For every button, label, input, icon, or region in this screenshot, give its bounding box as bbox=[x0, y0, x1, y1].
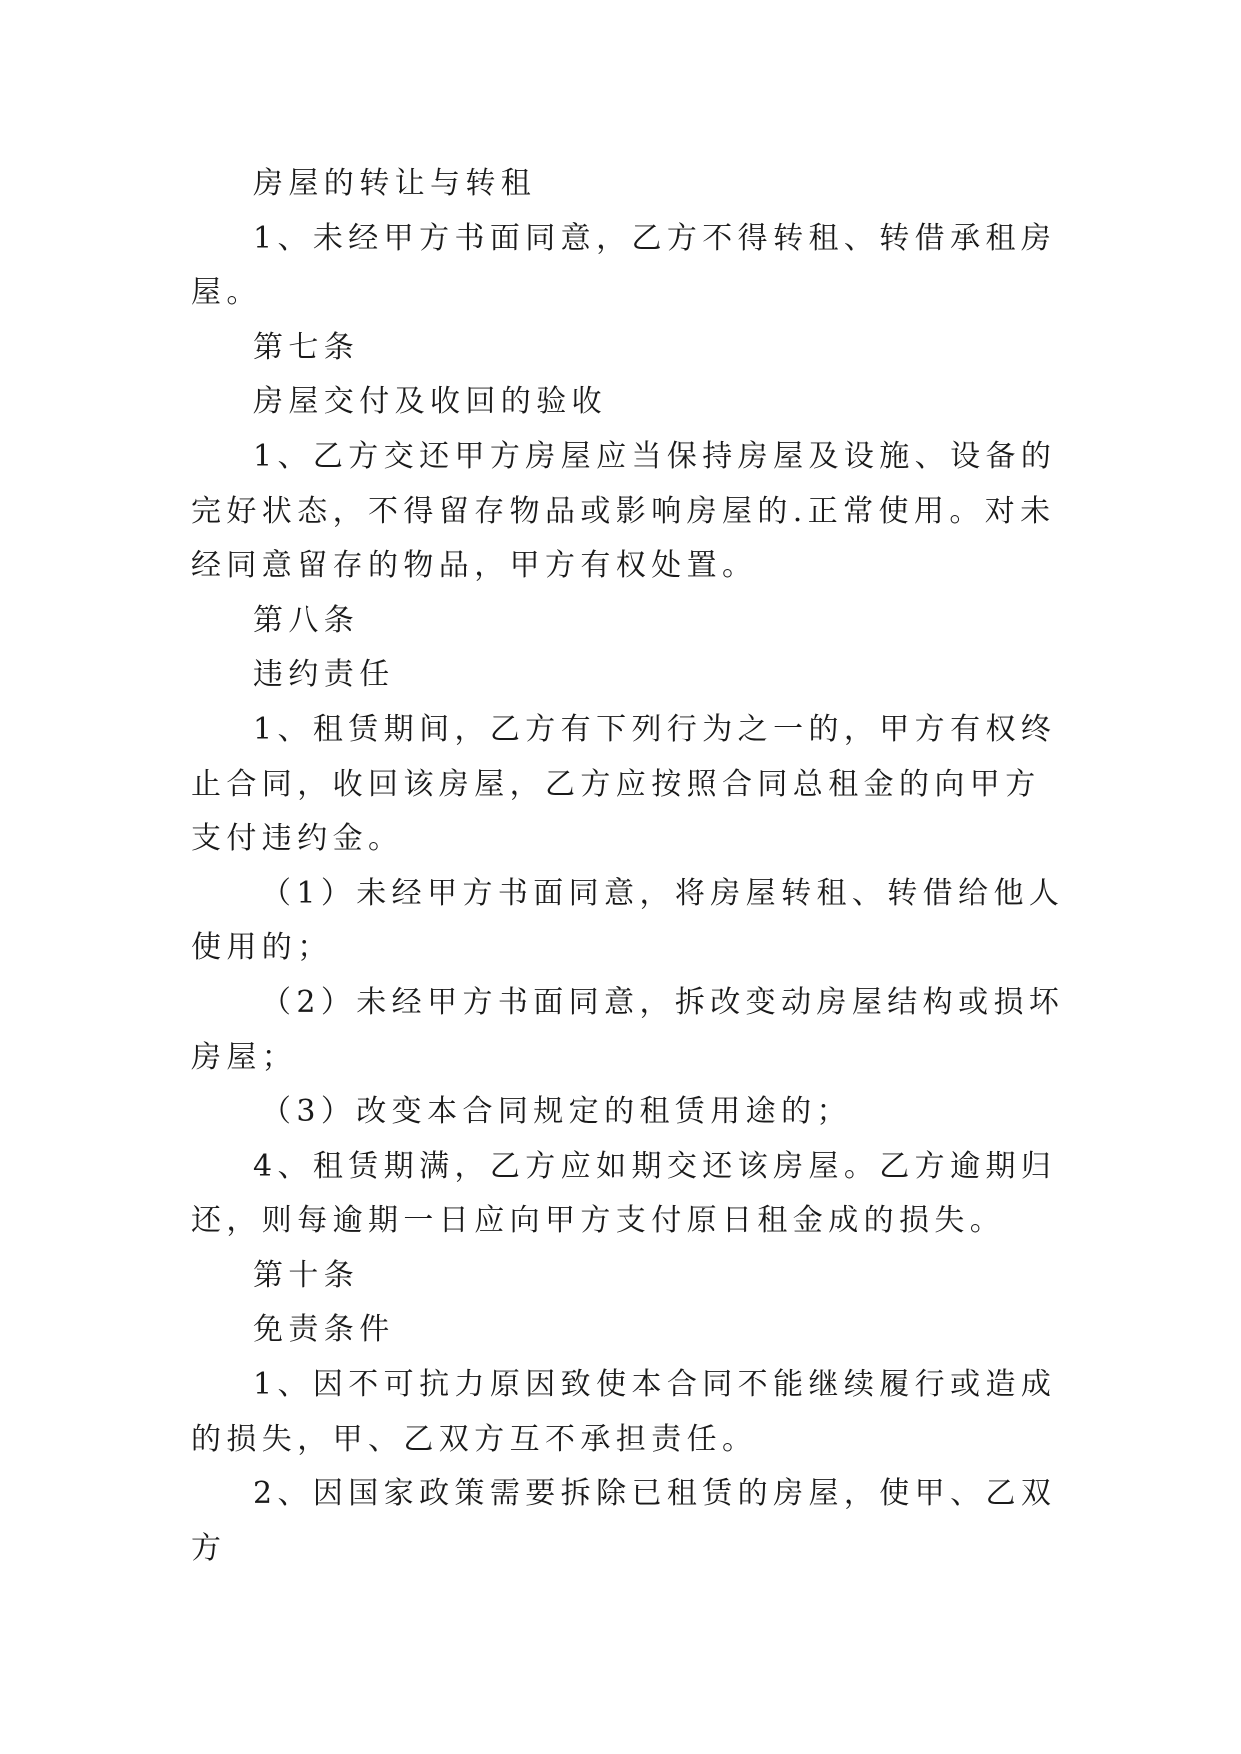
clause-no-sublet: 1、未经甲方书面同意，乙方不得转租、转借承租房屋。 bbox=[191, 220, 1057, 311]
clause-lease-expiry: 4、租赁期满，乙方应如期交还该房屋。乙方逾期归还，则每逾期一日应向甲方支付原日租金成的损失。 bbox=[191, 1148, 1057, 1239]
section-title-liability: 违约责任 bbox=[253, 657, 395, 693]
clause-termination: 1、租赁期间，乙方有下列行为之一的，甲方有权终止合同，收回该房屋，乙方应按照合同总租金的向甲方支付违约金。 bbox=[191, 711, 1057, 857]
article-seven-heading: 第七条 bbox=[253, 329, 360, 365]
sub-clause-1: （1）未经甲方书面同意，将房屋转租、转借给他人使用的； bbox=[191, 875, 1065, 966]
section-title-handover: 房屋交付及收回的验收 bbox=[253, 384, 607, 420]
clause-policy-demolition: 2、因国家政策需要拆除已租赁的房屋，使甲、乙双方 bbox=[191, 1476, 1057, 1566]
clause-return-condition: 1、乙方交还甲方房屋应当保持房屋及设施、设备的完好状态，不得留存物品或影响房屋的.正常使用。对未经同意留存的物品，甲方有权处置。 bbox=[191, 438, 1057, 584]
clause-force-majeure: 1、因不可抗力原因致使本合同不能继续履行或造成的损失，甲、乙双方互不承担责任。 bbox=[191, 1367, 1057, 1457]
sub-clause-3: （3）改变本合同规定的租赁用途的； bbox=[261, 1094, 852, 1130]
article-ten-heading: 第十条 bbox=[253, 1257, 360, 1293]
article-eight-heading: 第八条 bbox=[253, 602, 360, 638]
section-title-transfer: 房屋的转让与转租 bbox=[253, 166, 537, 201]
document-body bbox=[191, 157, 1071, 1576]
section-title-exemption: 免责条件 bbox=[253, 1312, 395, 1348]
sub-clause-2: （2）未经甲方书面同意，拆改变动房屋结构或损坏房屋； bbox=[191, 984, 1065, 1075]
